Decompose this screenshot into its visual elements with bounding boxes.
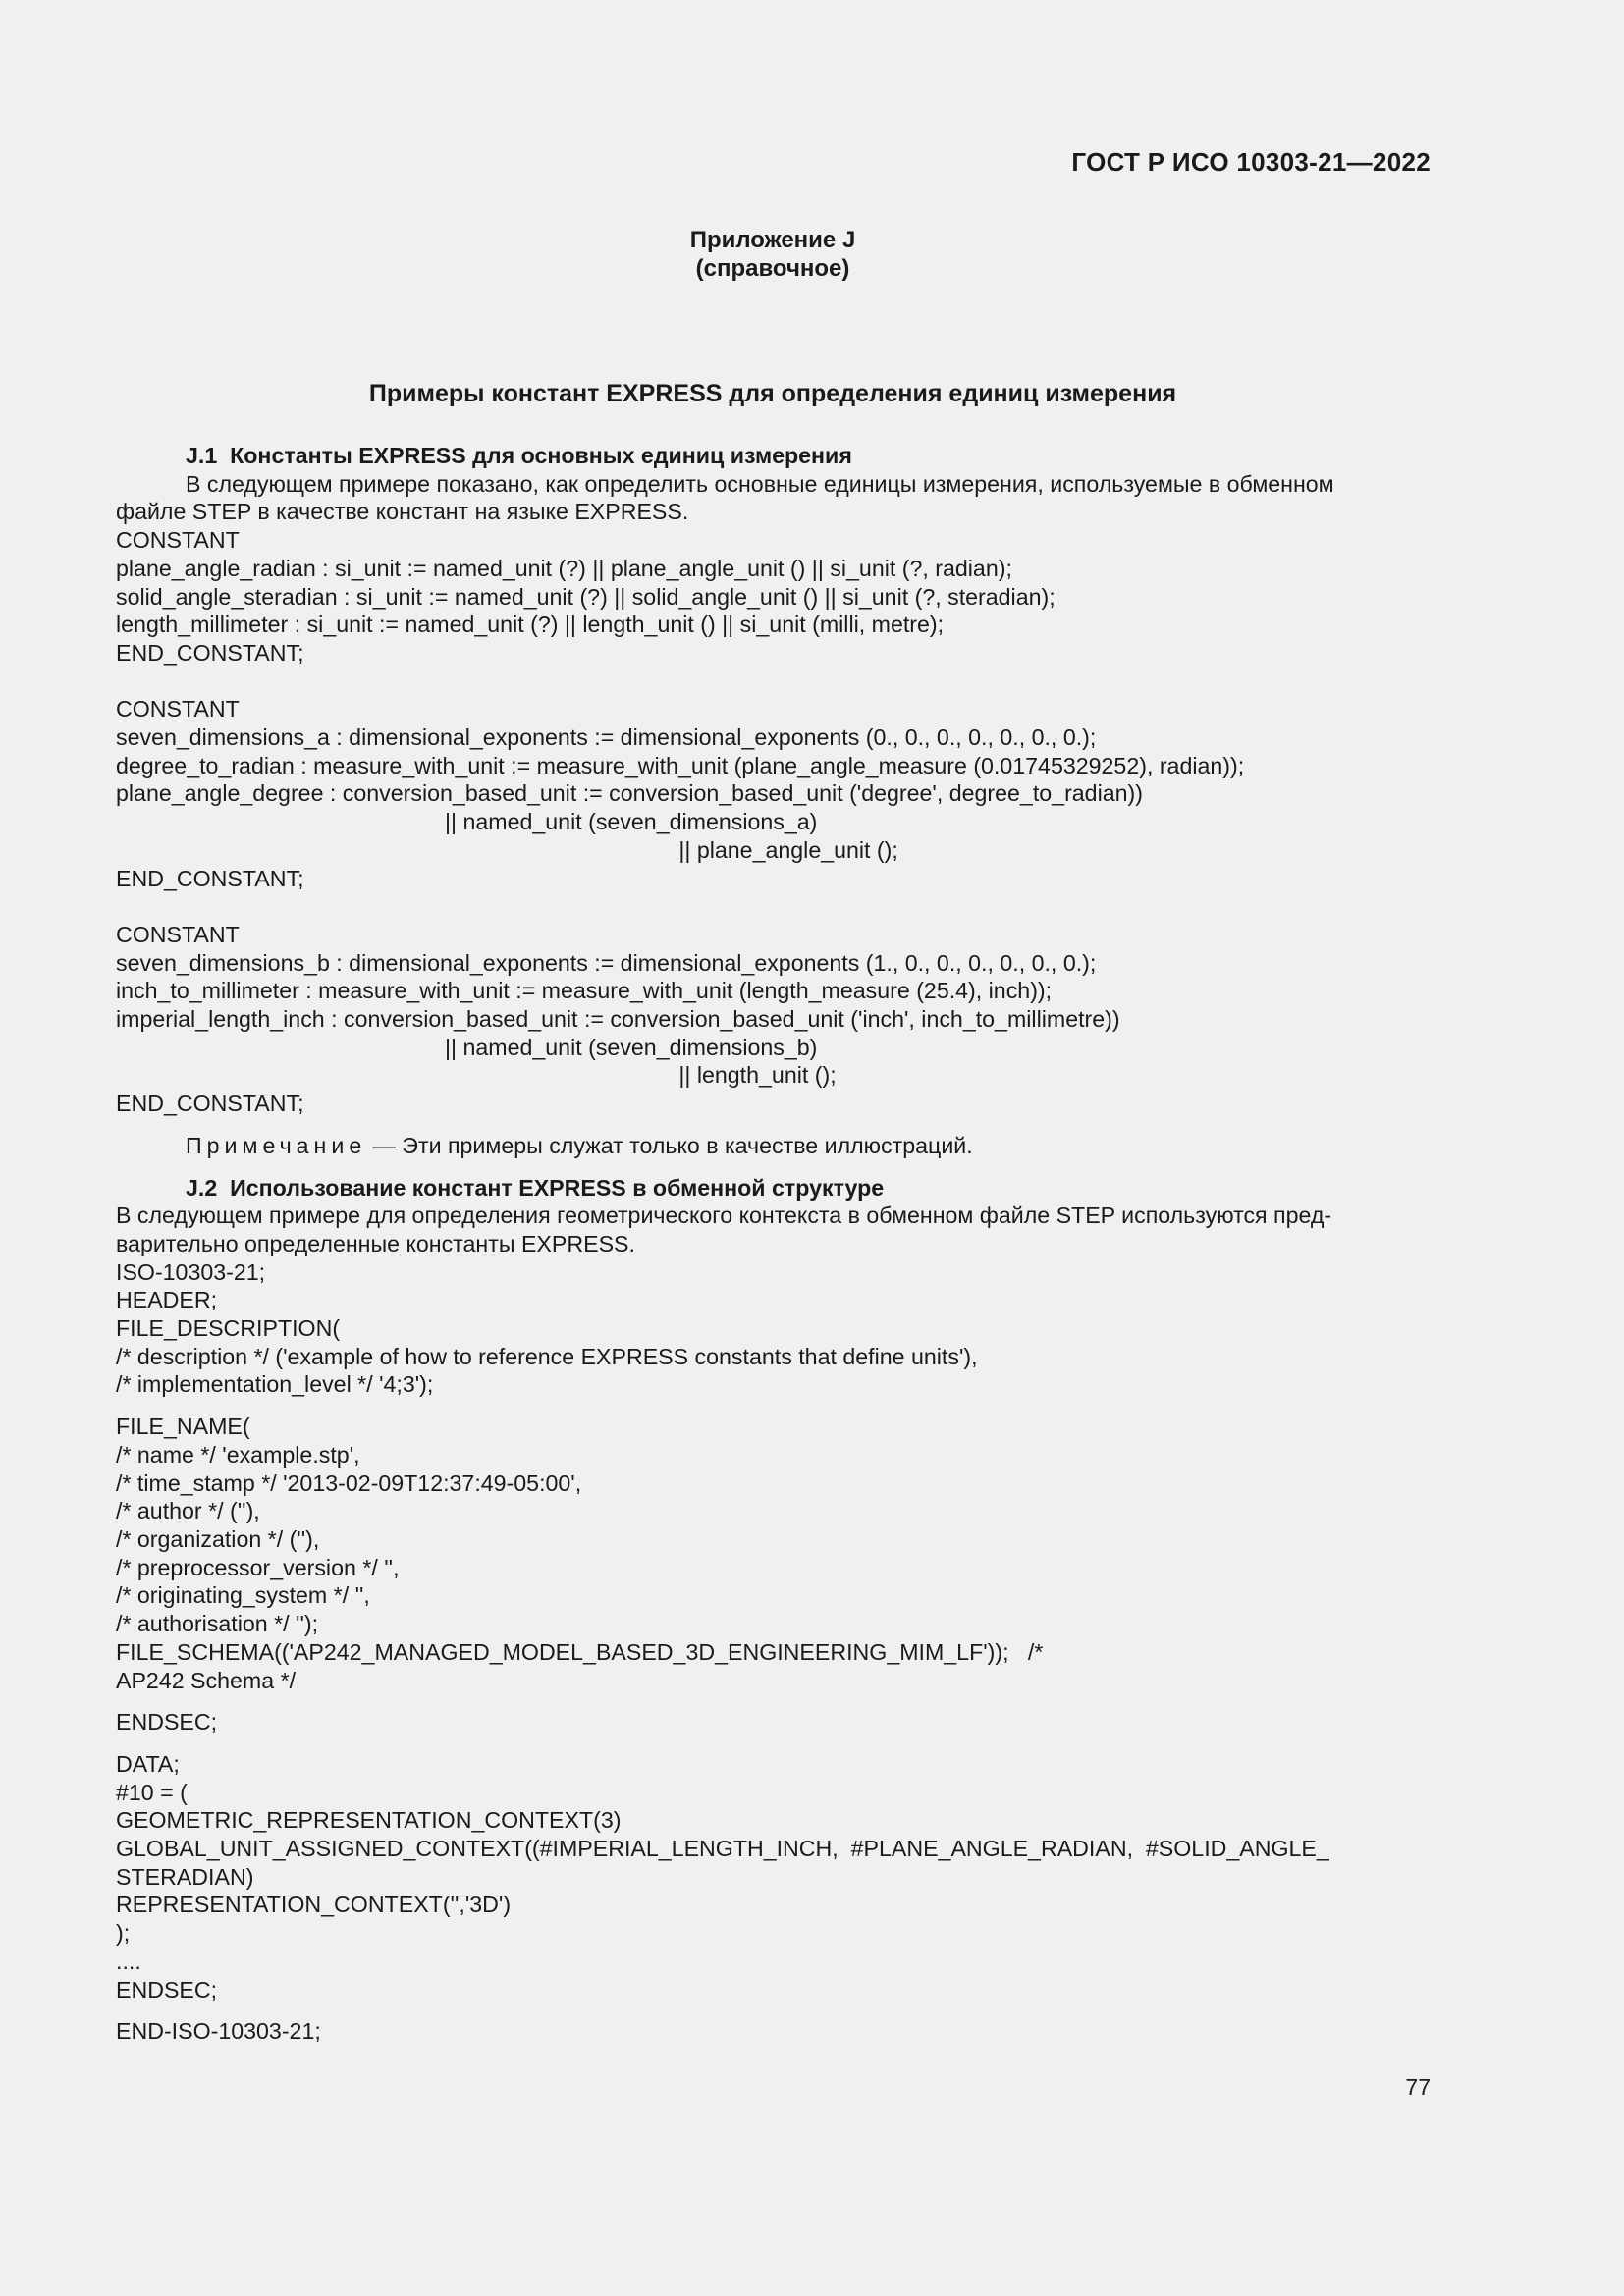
code-block-j2-2 <box>116 1413 1432 1694</box>
code-line: END_CONSTANT; <box>116 1091 304 1117</box>
annex-heading <box>0 226 1545 283</box>
code-line: CONSTANT <box>116 921 240 947</box>
standard-designation: ГОСТ Р ИСО 10303-21—2022 <box>1071 147 1431 177</box>
code-block-j2-1 <box>116 1258 1432 1400</box>
code-line: plane_angle_degree : conversion_based_unit := conversion_based_unit ('degree', degree_to_radian)) <box>116 780 1143 807</box>
code-block-j1-2 <box>116 695 1432 892</box>
code-line: AP242 Schema */ <box>116 1667 297 1693</box>
code-line: degree_to_radian : measure_with_unit := measure_with_unit (plane_angle_measure (0.01745329252), radian)); <box>116 752 1245 778</box>
code-line: ); <box>116 1920 131 1947</box>
code-line: GEOMETRIC_REPRESENTATION_CONTEXT(3) <box>116 1807 622 1834</box>
code-line: /* organization */ (''), <box>116 1525 320 1552</box>
code-line: /* preprocessor_version */ '', <box>116 1554 400 1580</box>
section-j2-heading: J.2 Использование констант EXPRESS в обменной структуре <box>186 1174 885 1201</box>
code-line: ISO-10303-21; <box>116 1258 266 1285</box>
code-line: FILE_NAME( <box>116 1414 250 1440</box>
code-line: END-ISO-10303-21; <box>116 2018 321 2045</box>
section-j1-heading: J.1 Константы EXPRESS для основных единиц измерения <box>186 443 852 468</box>
annex-subtitle: (справочное) <box>695 255 850 282</box>
code-line: /* author */ (''), <box>116 1498 260 1524</box>
code-line: || length_unit (); <box>116 1062 837 1089</box>
code-line: FILE_SCHEMA(('AP242_MANAGED_MODEL_BASED_3D_ENGINEERING_MIM_LF')); /* <box>116 1638 1044 1665</box>
code-block-j2-5 <box>116 2017 1432 2046</box>
code-line: solid_angle_steradian : si_unit := named_unit (?) || solid_angle_unit () || si_unit (?, steradian); <box>116 583 1056 610</box>
code-line: /* time_stamp */ '2013-02-09T12:37:49-05:00', <box>116 1469 582 1496</box>
code-line: inch_to_millimeter : measure_with_unit := measure_with_unit (length_measure (25.4), inch)); <box>116 978 1053 1004</box>
code-line: HEADER; <box>116 1287 218 1313</box>
code-line: /* name */ 'example.stp', <box>116 1441 360 1468</box>
code-line: /* description */ ('example of how to reference EXPRESS constants that define units'), <box>116 1343 978 1369</box>
code-line: GLOBAL_UNIT_ASSIGNED_CONTEXT((#IMPERIAL_LENGTH_INCH, #PLANE_ANGLE_RADIAN, #SOLID_ANGLE_ <box>116 1836 1329 1862</box>
code-block-j2-4 <box>116 1750 1432 2003</box>
code-line: END_CONSTANT; <box>116 639 304 666</box>
code-line: END_CONSTANT; <box>116 865 304 891</box>
code-line: || plane_angle_unit (); <box>116 836 898 863</box>
code-line: length_millimeter : si_unit := named_unit (?) || length_unit () || si_unit (milli, metre); <box>116 612 945 638</box>
code-line: seven_dimensions_a : dimensional_exponents := dimensional_exponents (0., 0., 0., 0., 0., 0., 0.); <box>116 724 1097 751</box>
note <box>116 1132 1432 1160</box>
code-line: /* implementation_level */ '4;3'); <box>116 1371 434 1398</box>
code-block-j1-1 <box>116 526 1432 667</box>
code-line: ENDSEC; <box>116 1976 218 2002</box>
annex-title: Приложение J <box>689 227 856 253</box>
note-label: Примечание <box>186 1132 367 1158</box>
page-number: 77 <box>1405 2074 1431 2100</box>
code-line: REPRESENTATION_CONTEXT('','3D') <box>116 1892 512 1918</box>
code-line: #10 = ( <box>116 1779 188 1805</box>
code-line: || named_unit (seven_dimensions_a) <box>116 809 818 835</box>
code-line: /* authorisation */ ''); <box>116 1611 319 1637</box>
code-line: || named_unit (seven_dimensions_b) <box>116 1034 818 1060</box>
code-line: imperial_length_inch : conversion_based_unit := conversion_based_unit ('inch', inch_to_millimetre)) <box>116 1006 1120 1033</box>
code-line: .... <box>116 1948 141 1974</box>
code-line: CONSTANT <box>116 696 240 722</box>
code-line: DATA; <box>116 1750 180 1777</box>
section-j1-intro-line-2: файле STEP в качестве констант на языке EXPRESS. <box>116 499 689 525</box>
section-j2-intro-line-1: В следующем примере для определения геометрического контекста в обменном файле STEP используются пред- <box>116 1202 1332 1229</box>
section-j2-intro-line-2: варительно определенные константы EXPRESS. <box>116 1230 635 1256</box>
code-line: CONSTANT <box>116 527 240 554</box>
annex-main-title: Примеры констант EXPRESS для определения единиц измерения <box>368 380 1177 407</box>
note-text: — Эти примеры служат только в качестве иллюстраций. <box>366 1132 973 1158</box>
code-line: ENDSEC; <box>116 1709 218 1735</box>
code-line: STERADIAN) <box>116 1863 254 1890</box>
code-block-j1-3 <box>116 921 1432 1118</box>
section-j1-intro-line-1: В следующем примере показано, как определить основные единицы измерения, используемые в обменном <box>186 470 1334 497</box>
code-line: plane_angle_radian : si_unit := named_unit (?) || plane_angle_unit () || si_unit (?, radian); <box>116 555 1012 581</box>
code-line: FILE_DESCRIPTION( <box>116 1315 341 1342</box>
code-line: seven_dimensions_b : dimensional_exponents := dimensional_exponents (1., 0., 0., 0., 0., 0., 0.); <box>116 949 1097 976</box>
code-block-j2-3 <box>116 1708 1432 1736</box>
code-line: /* originating_system */ '', <box>116 1582 370 1609</box>
document-body <box>116 442 1432 2046</box>
